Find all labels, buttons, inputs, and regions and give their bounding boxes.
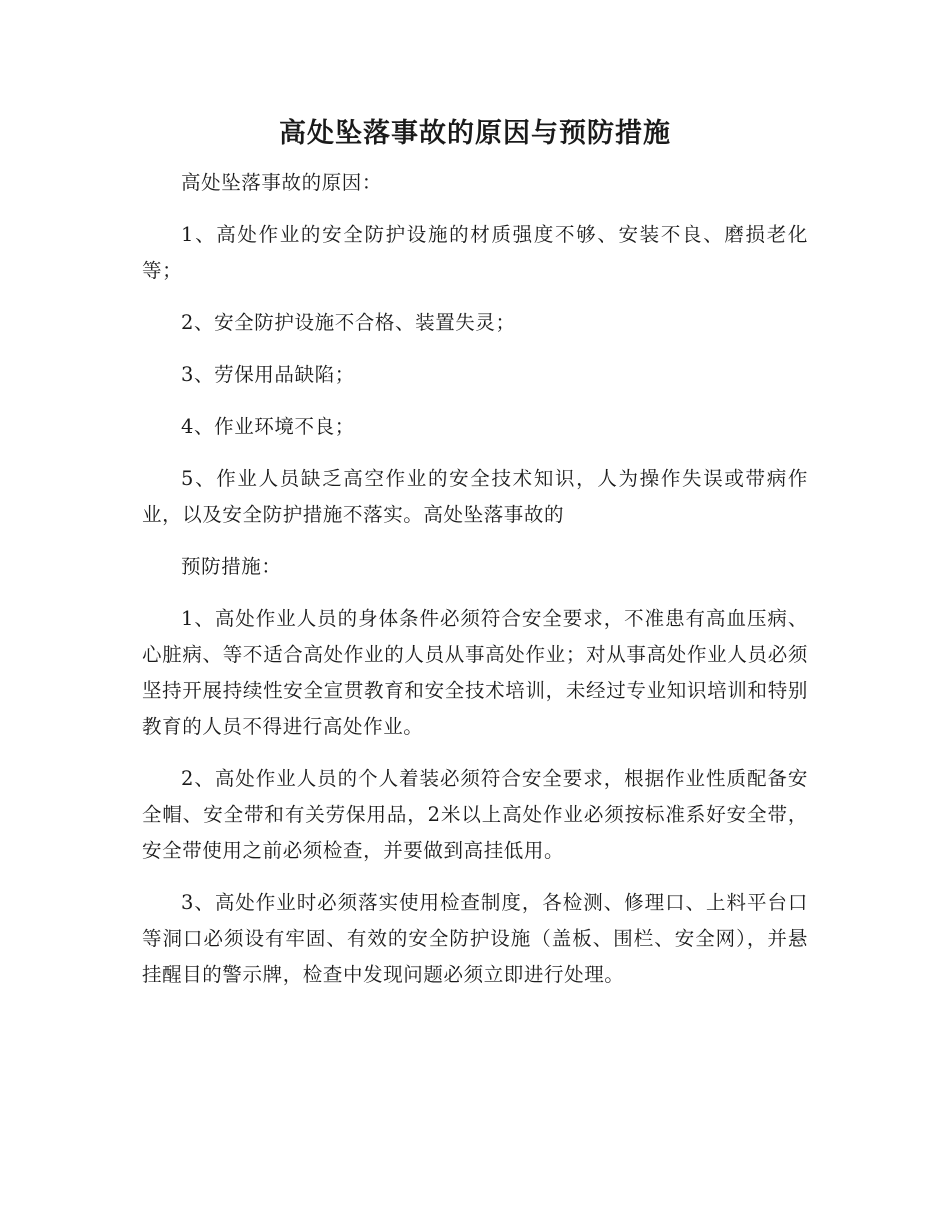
paragraph-measure-1: 1、高处作业人员的身体条件必须符合安全要求，不准患有高血压病、心脏病、等不适合高处作业的人员从事高处作业；对从事高处作业人员必须坚持开展持续性安全宣贯教育和安全技术培训，未经过专业知识培训和特别教育的人员不得进行高处作业。	[142, 607, 808, 738]
paragraph-cause-5: 5、作业人员缺乏高空作业的安全技术知识，人为操作失误或带病作业，以及安全防护措施不落实。高处坠落事故的	[142, 467, 808, 526]
paragraph-cause-2: 2、安全防护设施不合格、装置失灵；	[181, 311, 516, 334]
paragraph-cause-1: 1、高处作业的安全防护设施的材质强度不够、安装不良、磨损老化等；	[142, 223, 808, 282]
paragraph-cause-4: 4、作业环境不良；	[181, 415, 355, 438]
paragraph-measure-3: 3、高处作业时必须落实使用检查制度，各检测、修理口、上料平台口等洞口必须设有牢固、有效的安全防护设施（盖板、围栏、安全网），并悬挂醒目的警示牌，检查中发现问题必须立即进行处理。	[142, 891, 808, 986]
document-body	[142, 112, 808, 993]
paragraph-causes-heading: 高处坠落事故的原因：	[181, 171, 383, 194]
paragraph-cause-3: 3、劳保用品缺陷；	[181, 363, 355, 386]
paragraph-measure-2: 2、高处作业人员的个人着装必须符合安全要求，根据作业性质配备安全帽、安全带和有关劳保用品，2米以上高处作业必须按标准系好安全带，安全带使用之前必须检查，并要做到高挂低用。	[142, 767, 808, 862]
document-title: 高处坠落事故的原因与预防措施	[279, 118, 671, 149]
paragraph-measures-heading: 预防措施：	[181, 555, 282, 578]
